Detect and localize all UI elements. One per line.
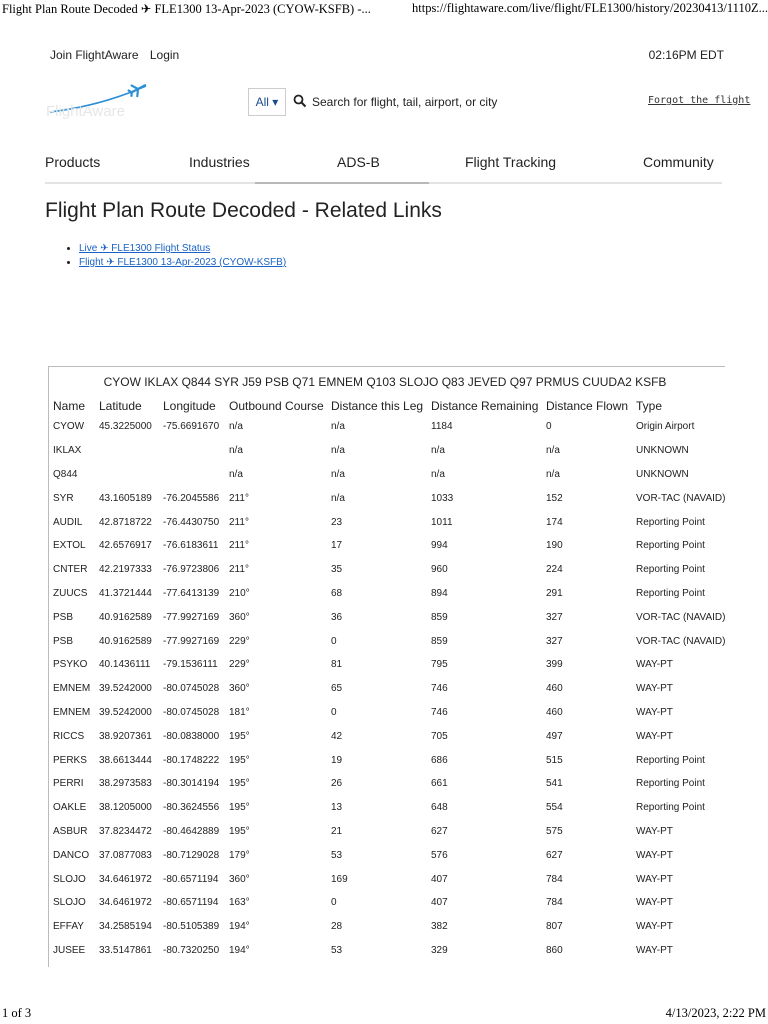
column-header: Type — [636, 399, 663, 413]
fix-type-cell: WAY-PT — [636, 706, 673, 718]
related-link-live-status[interactable]: Live ✈ FLE1300 Flight Status — [79, 243, 211, 254]
table-row — [49, 534, 749, 558]
distance-remaining-cell: 576 — [431, 849, 448, 861]
fix-type-cell: UNKNOWN — [636, 468, 689, 480]
nav-active-indicator — [255, 182, 429, 184]
table-header-row — [49, 395, 749, 415]
longitude-cell — [159, 463, 225, 487]
latitude-cell: 38.6613444 — [99, 754, 152, 766]
distance-flown-cell: 460 — [546, 706, 563, 718]
longitude-cell: -80.7129028 — [163, 849, 220, 861]
outbound-course-cell: 211° — [229, 564, 249, 576]
distance-leg-cell: 42 — [331, 730, 343, 742]
fix-type-cell: Reporting Point — [636, 802, 705, 814]
longitude-cell: -80.7320250 — [163, 944, 220, 956]
distance-flown-cell: 224 — [546, 564, 563, 576]
fix-type-cell: WAY-PT — [636, 683, 673, 695]
distance-leg-cell: 23 — [331, 516, 343, 528]
fix-name-cell: CNTER — [53, 564, 88, 576]
longitude-cell: -80.4642889 — [163, 825, 220, 837]
distance-remaining-cell: 382 — [431, 921, 448, 933]
fix-name-cell: PSB — [53, 635, 74, 647]
outbound-course-cell: 360° — [229, 873, 250, 885]
table-row — [49, 677, 749, 701]
longitude-cell: -80.5105389 — [163, 921, 220, 933]
longitude-cell: -76.4430750 — [163, 516, 220, 528]
table-row — [49, 701, 749, 725]
search-icon — [293, 94, 307, 108]
fix-type-cell: WAY-PT — [636, 730, 673, 742]
fix-type-cell: Origin Airport — [636, 421, 695, 433]
distance-leg-cell: 68 — [331, 587, 343, 599]
fix-type-cell: VOR-TAC (NAVAID) — [636, 492, 726, 504]
longitude-cell: -80.0838000 — [163, 730, 220, 742]
outbound-course-cell: 229° — [229, 659, 250, 671]
longitude-cell: -80.3624556 — [163, 802, 220, 814]
fix-type-cell: VOR-TAC (NAVAID) — [636, 635, 726, 647]
distance-leg-cell: 19 — [331, 754, 343, 766]
fix-type-cell: Reporting Point — [636, 778, 705, 790]
distance-leg-cell: 13 — [331, 802, 343, 814]
distance-leg-cell: n/a — [331, 468, 345, 480]
distance-leg-cell: 26 — [331, 778, 343, 790]
fix-type-cell: WAY-PT — [636, 897, 673, 909]
distance-remaining-cell: 407 — [431, 897, 448, 909]
table-row — [49, 915, 749, 939]
latitude-cell: 34.6461972 — [99, 897, 152, 909]
table-row — [49, 463, 749, 487]
distance-flown-cell: 399 — [546, 659, 563, 671]
longitude-cell: -75.6691670 — [163, 421, 220, 433]
outbound-course-cell: 360° — [229, 611, 250, 623]
route-fixes-table — [49, 395, 749, 962]
fix-name-cell: CYOW — [53, 421, 85, 433]
nav-products[interactable]: Products — [45, 154, 101, 170]
print-url: https://flightaware.com/live/flight/FLE1300/history/20230413/1110Z... — [412, 1, 768, 15]
distance-remaining-cell: 746 — [431, 683, 448, 695]
table-row — [49, 653, 749, 677]
column-header: Longitude — [163, 399, 216, 413]
table-row — [49, 891, 749, 915]
distance-leg-cell: 17 — [331, 540, 343, 552]
latitude-cell: 42.2197333 — [99, 564, 152, 576]
nav-industries[interactable]: Industries — [189, 154, 250, 170]
table-row — [49, 558, 749, 582]
fix-type-cell: UNKNOWN — [636, 445, 689, 457]
latitude-cell: 43.1605189 — [99, 492, 152, 504]
longitude-cell: -77.9927169 — [163, 611, 220, 623]
fix-name-cell: EMNEM — [53, 683, 91, 695]
longitude-cell: -77.9927169 — [163, 635, 220, 647]
distance-flown-cell: 327 — [546, 611, 563, 623]
fix-name-cell: SLOJO — [53, 897, 86, 909]
route-table-container — [48, 366, 725, 967]
nav-ads-b[interactable]: ADS-B — [337, 154, 380, 170]
latitude-cell — [95, 463, 159, 487]
distance-flown-cell: 860 — [546, 944, 563, 956]
distance-leg-cell: 36 — [331, 611, 343, 623]
column-header: Outbound Course — [229, 399, 324, 413]
outbound-course-cell: n/a — [229, 421, 243, 433]
distance-remaining-cell: 329 — [431, 944, 448, 956]
distance-remaining-cell: 1011 — [431, 516, 453, 528]
latitude-cell: 40.1436111 — [99, 659, 151, 671]
distance-leg-cell: 169 — [331, 873, 348, 885]
outbound-course-cell: 229° — [229, 635, 250, 647]
latitude-cell: 38.9207361 — [99, 730, 152, 742]
longitude-cell: -79.1536111 — [163, 659, 218, 671]
distance-remaining-cell: 407 — [431, 873, 448, 885]
column-header: Name — [53, 399, 86, 413]
distance-leg-cell: n/a — [331, 492, 345, 504]
latitude-cell: 34.6461972 — [99, 873, 152, 885]
distance-remaining-cell: 1184 — [431, 421, 453, 433]
distance-flown-cell: 541 — [546, 778, 563, 790]
print-header — [0, 0, 768, 18]
longitude-cell: -80.0745028 — [163, 683, 220, 695]
distance-leg-cell: 0 — [331, 635, 337, 647]
outbound-course-cell: 211° — [229, 516, 249, 528]
outbound-course-cell: 360° — [229, 683, 250, 695]
table-row — [49, 415, 749, 439]
fix-name-cell: ZUUCS — [53, 587, 88, 599]
print-page-title: Flight Plan Route Decoded ✈ FLE1300 13-Apr-2023 (CYOW-KSFB) -... — [2, 2, 371, 16]
latitude-cell: 40.9162589 — [99, 611, 152, 623]
latitude-cell: 39.5242000 — [99, 706, 152, 718]
table-row — [49, 439, 749, 463]
fix-type-cell: VOR-TAC (NAVAID) — [636, 611, 726, 623]
fix-name-cell: SLOJO — [53, 873, 86, 885]
list-item — [79, 242, 286, 256]
distance-remaining-cell: 1033 — [431, 492, 454, 504]
table-row — [49, 724, 749, 748]
distance-leg-cell: 28 — [331, 921, 343, 933]
table-row — [49, 939, 749, 963]
svg-text:FlightAware: FlightAware — [46, 103, 125, 120]
distance-leg-cell: 53 — [331, 944, 343, 956]
latitude-cell: 38.1205000 — [99, 802, 152, 814]
table-row — [49, 486, 749, 510]
table-row — [49, 820, 749, 844]
outbound-course-cell: 194° — [229, 921, 250, 933]
search-scope-select[interactable]: All ▾ — [248, 88, 286, 116]
latitude-cell: 45.3225000 — [99, 421, 152, 433]
distance-flown-cell: 627 — [546, 849, 563, 861]
latitude-cell: 34.2585194 — [99, 921, 152, 933]
page-indicator: 1 of 3 — [2, 1006, 32, 1020]
outbound-course-cell: 194° — [229, 944, 250, 956]
nav-community[interactable]: Community — [643, 154, 714, 170]
longitude-cell: -76.2045586 — [163, 492, 220, 504]
latitude-cell: 38.2973583 — [99, 778, 152, 790]
column-header: Distance Remaining — [431, 399, 539, 413]
fix-name-cell: OAKLE — [53, 802, 87, 814]
distance-flown-cell: 460 — [546, 683, 563, 695]
longitude-cell: -76.6183611 — [163, 540, 219, 552]
distance-leg-cell: 65 — [331, 683, 343, 695]
fix-name-cell: Q844 — [53, 468, 78, 480]
table-row — [49, 605, 749, 629]
latitude-cell: 40.9162589 — [99, 635, 152, 647]
longitude-cell: -80.6571194 — [163, 897, 219, 909]
print-footer — [0, 1002, 768, 1024]
distance-leg-cell: 53 — [331, 849, 343, 861]
outbound-course-cell: 195° — [229, 802, 250, 814]
table-row — [49, 629, 749, 653]
outbound-course-cell: 211° — [229, 540, 249, 552]
column-header: Distance this Leg — [331, 399, 424, 413]
latitude-cell: 39.5242000 — [99, 683, 152, 695]
distance-remaining-cell: 994 — [431, 540, 448, 552]
fix-type-cell: WAY-PT — [636, 825, 673, 837]
fix-name-cell: PSYKO — [53, 659, 88, 671]
related-links-list — [62, 242, 286, 270]
table-body — [49, 415, 749, 962]
list-item — [79, 256, 286, 270]
distance-flown-cell: n/a — [546, 468, 560, 480]
distance-flown-cell: 152 — [546, 492, 563, 504]
longitude-cell: -77.6413139 — [163, 587, 220, 599]
distance-leg-cell: 21 — [331, 825, 343, 837]
fix-type-cell: Reporting Point — [636, 540, 705, 552]
fix-type-cell: Reporting Point — [636, 754, 705, 766]
longitude-cell: -80.3014194 — [163, 778, 220, 790]
table-row — [49, 582, 749, 606]
outbound-course-cell: 210° — [229, 587, 250, 599]
fix-name-cell: IKLAX — [53, 445, 82, 457]
outbound-course-cell: 181° — [229, 706, 250, 718]
fix-type-cell: Reporting Point — [636, 516, 705, 528]
distance-remaining-cell: n/a — [431, 445, 445, 457]
fix-name-cell: RICCS — [53, 730, 85, 742]
distance-flown-cell: 291 — [546, 587, 563, 599]
outbound-course-cell: 211° — [229, 492, 249, 504]
outbound-course-cell: 195° — [229, 825, 250, 837]
distance-leg-cell: 0 — [331, 897, 337, 909]
fix-name-cell: EMNEM — [53, 706, 91, 718]
distance-leg-cell: 0 — [331, 706, 337, 718]
fix-name-cell: ASBUR — [53, 825, 88, 837]
distance-remaining-cell: 627 — [431, 825, 448, 837]
latitude-cell: 37.0877083 — [99, 849, 152, 861]
column-header: Latitude — [99, 399, 142, 413]
distance-flown-cell: 497 — [546, 730, 563, 742]
table-row — [49, 867, 749, 891]
distance-remaining-cell: 661 — [431, 778, 448, 790]
join-link[interactable]: Join FlightAware — [50, 48, 139, 62]
fix-type-cell: WAY-PT — [636, 873, 673, 885]
fix-name-cell: AUDIL — [53, 516, 83, 528]
fix-name-cell: EXTOL — [53, 540, 86, 552]
nav-flight-tracking[interactable]: Flight Tracking — [465, 154, 557, 170]
fix-name-cell: SYR — [53, 492, 74, 504]
fix-type-cell: Reporting Point — [636, 564, 705, 576]
flightaware-logo[interactable] — [44, 78, 154, 122]
distance-leg-cell: 35 — [331, 564, 343, 576]
airplane-icon — [44, 78, 154, 122]
longitude-cell: -80.1748222 — [163, 754, 220, 766]
latitude-cell: 42.8718722 — [99, 516, 152, 528]
fix-name-cell: JUSEE — [53, 944, 86, 956]
outbound-course-cell: 195° — [229, 754, 250, 766]
outbound-course-cell: 163° — [229, 897, 250, 909]
search-input[interactable]: Search for flight, tail, airport, or city — [312, 95, 498, 109]
outbound-course-cell: n/a — [229, 445, 243, 457]
top-utility-bar — [50, 48, 724, 66]
distance-remaining-cell: 686 — [431, 754, 448, 766]
distance-flown-cell: 554 — [546, 802, 563, 814]
latitude-cell: 33.5147861 — [99, 944, 152, 956]
latitude-cell: 37.8234472 — [99, 825, 152, 837]
distance-flown-cell: n/a — [546, 445, 560, 457]
column-header: Distance Flown — [546, 399, 629, 413]
fix-type-cell: WAY-PT — [636, 849, 673, 861]
distance-flown-cell: 174 — [546, 516, 563, 528]
distance-remaining-cell: 859 — [431, 611, 448, 623]
longitude-cell: -80.6571194 — [163, 873, 219, 885]
fix-name-cell: DANCO — [53, 849, 90, 861]
fix-type-cell: WAY-PT — [636, 659, 673, 671]
distance-leg-cell: n/a — [331, 445, 345, 457]
latitude-cell: 41.3721444 — [99, 587, 152, 599]
search-bar — [248, 88, 528, 116]
distance-remaining-cell: 859 — [431, 635, 448, 647]
longitude-cell: -76.9723806 — [163, 564, 220, 576]
distance-remaining-cell: 960 — [431, 564, 448, 576]
fix-name-cell: PERKS — [53, 754, 87, 766]
table-row — [49, 796, 749, 820]
fix-type-cell: WAY-PT — [636, 921, 673, 933]
table-row — [49, 772, 749, 796]
related-link-flight-history[interactable]: Flight ✈ FLE1300 13-Apr-2023 (CYOW-KSFB) — [79, 257, 287, 268]
table-row — [49, 748, 749, 772]
print-datetime: 4/13/2023, 2:22 PM — [665, 1006, 766, 1020]
login-link[interactable]: Login — [149, 48, 180, 62]
fix-type-cell: Reporting Point — [636, 587, 705, 599]
table-row — [49, 510, 749, 534]
distance-flown-cell: 0 — [546, 421, 552, 433]
outbound-course-cell: 195° — [229, 778, 250, 790]
outbound-course-cell: 179° — [229, 849, 250, 861]
distance-remaining-cell: 795 — [431, 659, 448, 671]
distance-remaining-cell: 648 — [431, 802, 448, 814]
longitude-cell — [159, 439, 225, 463]
clock-time: 02:16PM EDT — [648, 48, 724, 62]
outbound-course-cell: 195° — [229, 730, 250, 742]
distance-flown-cell: 807 — [546, 921, 563, 933]
fix-name-cell: EFFAY — [53, 921, 84, 933]
main-nav — [45, 150, 722, 184]
outbound-course-cell: n/a — [229, 468, 243, 480]
distance-remaining-cell: n/a — [431, 468, 445, 480]
distance-flown-cell: 327 — [546, 635, 563, 647]
distance-flown-cell: 575 — [546, 825, 563, 837]
table-row — [49, 843, 749, 867]
distance-remaining-cell: 705 — [431, 730, 448, 742]
distance-leg-cell: 81 — [331, 659, 343, 671]
fix-name-cell: PERRI — [53, 778, 84, 790]
latitude-cell — [95, 439, 159, 463]
longitude-cell: -80.0745028 — [163, 706, 220, 718]
latitude-cell: 42.6576917 — [99, 540, 152, 552]
distance-flown-cell: 515 — [546, 754, 563, 766]
distance-flown-cell: 784 — [546, 873, 563, 885]
distance-remaining-cell: 746 — [431, 706, 448, 718]
distance-flown-cell: 784 — [546, 897, 563, 909]
distance-leg-cell: n/a — [331, 421, 345, 433]
distance-flown-cell: 190 — [546, 540, 563, 552]
route-string: CYOW IKLAX Q844 SYR J59 PSB Q71 EMNEM Q103 SLOJO Q83 JEVED Q97 PRMUS CUUDA2 KSFB — [103, 375, 667, 389]
fix-type-cell: WAY-PT — [636, 944, 673, 956]
distance-remaining-cell: 894 — [431, 587, 448, 599]
page-title: Flight Plan Route Decoded - Related Links — [45, 199, 442, 222]
fix-name-cell: PSB — [53, 611, 74, 623]
forgot-flight-link[interactable]: Forgot the flight — [648, 95, 751, 106]
